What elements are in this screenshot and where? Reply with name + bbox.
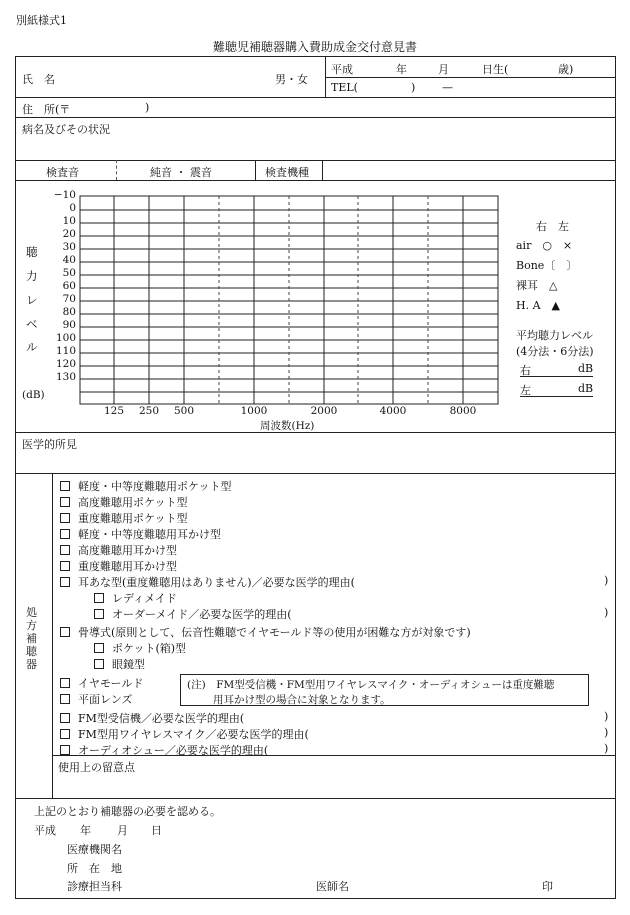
cert-era: 平成 xyxy=(34,824,56,837)
y-tick: −10 xyxy=(53,189,76,201)
avg-left-label: 左 xyxy=(520,384,531,397)
avg-right-label: 右 xyxy=(520,364,531,377)
rx-subitem[interactable]: ポケット(箱)型 xyxy=(94,640,186,656)
checkbox[interactable] xyxy=(60,577,70,587)
y-tick: 80 xyxy=(62,306,76,318)
tel-label: TEL( xyxy=(331,81,358,94)
y-tick: 90 xyxy=(62,319,76,331)
legend-bare: 裸耳 △ xyxy=(516,279,558,292)
cert-month: 月 xyxy=(117,824,128,837)
birth-month: 月 xyxy=(438,63,449,76)
test-sound-value[interactable]: 純音 ・ 震音 xyxy=(150,166,212,179)
usage-notes-label: 使用上の留意点 xyxy=(58,761,135,774)
y-tick: 130 xyxy=(55,371,76,383)
checkbox[interactable] xyxy=(60,561,70,571)
form-number: 別紙様式1 xyxy=(16,14,67,27)
checkbox[interactable] xyxy=(60,529,70,539)
cert-doctor-label: 医師名 xyxy=(316,880,349,893)
checkbox[interactable] xyxy=(94,593,104,603)
birth-era: 平成 xyxy=(331,63,353,76)
checkbox[interactable] xyxy=(60,729,70,739)
cert-department-label: 診療担当科 xyxy=(67,880,122,893)
address-label: 住 所(〒 xyxy=(22,103,71,116)
x-tick: 250 xyxy=(138,405,160,417)
test-sound-label: 検査音 xyxy=(46,166,79,179)
ylabel-char: ル xyxy=(26,340,38,354)
checkbox[interactable] xyxy=(60,713,70,723)
tel-dash: — xyxy=(442,81,453,94)
rx-item[interactable]: 重度難聴用耳かけ型 xyxy=(60,558,177,574)
rx-item[interactable]: 平面レンズ xyxy=(60,691,132,707)
avg-left-unit: dB xyxy=(578,382,594,395)
y-tick: 120 xyxy=(55,358,76,370)
page-title: 難聴児補聴器購入費助成金交付意見書 xyxy=(212,40,417,54)
medical-findings-label: 医学的所見 xyxy=(22,438,77,451)
paren-close: ) xyxy=(604,710,609,723)
avg-method: (4分法・6分法) xyxy=(516,345,594,358)
ylabel-char: 聴 xyxy=(26,245,38,259)
paren-close: ) xyxy=(604,574,609,587)
rx-subitem[interactable]: レディメイド xyxy=(94,590,177,606)
y-tick: 10 xyxy=(62,215,76,227)
birth-year: 年 xyxy=(396,63,407,76)
checkbox[interactable] xyxy=(60,545,70,555)
address-close: ) xyxy=(145,101,150,114)
cert-day: 日 xyxy=(151,824,162,837)
y-tick: 100 xyxy=(55,332,76,344)
checkbox[interactable] xyxy=(94,609,104,619)
x-tick: 1000 xyxy=(240,405,268,417)
checkbox[interactable] xyxy=(60,678,70,688)
ylabel-char: ベ xyxy=(26,317,38,331)
legend-right-left: 右 左 xyxy=(536,220,569,233)
ylabel-unit: (dB) xyxy=(22,389,45,401)
ylabel-char: レ xyxy=(26,293,38,307)
checkbox[interactable] xyxy=(60,694,70,704)
rx-item[interactable]: イヤモールド xyxy=(60,675,143,691)
checkbox[interactable] xyxy=(94,659,104,669)
rx-item[interactable]: 高度難聴用ポケット型 xyxy=(60,494,187,510)
tel-close: ) xyxy=(411,81,416,94)
rx-item[interactable]: 耳あな型(重度難聴用はありません)／必要な医学的理由( xyxy=(60,574,355,590)
note-line-2: 用耳かけ型の場合に対象となります。 xyxy=(213,694,391,706)
y-tick: 0 xyxy=(69,202,76,214)
checkbox[interactable] xyxy=(94,643,104,653)
test-device-label: 検査機種 xyxy=(265,166,309,179)
rx-subitem[interactable]: オーダーメイド／必要な医学的理由( xyxy=(94,606,292,622)
note-line-1: (注) FM型受信機・FM型用ワイヤレスマイク・オーディオシューは重度難聴 xyxy=(187,679,555,691)
cert-year: 年 xyxy=(80,824,91,837)
cert-institution-label: 医療機関名 xyxy=(67,843,122,856)
checkbox[interactable] xyxy=(60,513,70,523)
legend-ha: H. A ▲ xyxy=(516,299,560,312)
sex-selector[interactable]: 男・女 xyxy=(275,73,308,86)
checkbox[interactable] xyxy=(60,497,70,507)
avg-right-unit: dB xyxy=(578,362,594,375)
rx-item[interactable]: 軽度・中等度難聴用ポケット型 xyxy=(60,478,231,494)
paren-close: ) xyxy=(604,606,609,619)
age-unit: 歳) xyxy=(558,63,574,76)
x-axis-label: 周波数(Hz) xyxy=(260,420,315,432)
avg-title: 平均聴力レベル xyxy=(516,329,593,342)
rx-item[interactable]: 骨導式(原則として、伝音性難聴でイヤモールド等の使用が困難な方が対象です) xyxy=(60,624,471,640)
cert-location-label: 所 在 地 xyxy=(67,862,122,875)
y-tick: 110 xyxy=(55,345,76,357)
x-tick: 8000 xyxy=(449,405,477,417)
rx-item[interactable]: 重度難聴用ポケット型 xyxy=(60,510,187,526)
ylabel-char: 力 xyxy=(26,269,38,283)
rx-item[interactable]: FM型用ワイヤレスマイク／必要な医学的理由( xyxy=(60,726,309,742)
rx-item[interactable]: FM型受信機／必要な医学的理由( xyxy=(60,710,244,726)
y-tick: 70 xyxy=(62,293,76,305)
cert-statement: 上記のとおり補聴器の必要を認める。 xyxy=(34,805,221,818)
y-tick: 30 xyxy=(62,241,76,253)
y-tick: 50 xyxy=(62,267,76,279)
checkbox[interactable] xyxy=(60,481,70,491)
prescription-side-label: 処方補聴器 xyxy=(26,606,37,671)
paren-close: ) xyxy=(604,742,609,755)
birth-day: 日生( xyxy=(482,63,509,76)
paren-close: ) xyxy=(604,726,609,739)
x-tick: 2000 xyxy=(310,405,338,417)
legend-bone: Bone〔 〕 xyxy=(516,259,578,272)
rx-subitem[interactable]: 眼鏡型 xyxy=(94,656,145,672)
legend-air: air ○ × xyxy=(516,239,573,252)
rx-item[interactable]: オーディオシュー／必要な医学的理由( xyxy=(60,742,268,758)
x-tick: 500 xyxy=(173,405,195,417)
x-tick: 125 xyxy=(103,405,125,417)
y-tick: 20 xyxy=(62,228,76,240)
y-tick: 60 xyxy=(62,280,76,292)
x-tick: 4000 xyxy=(379,405,407,417)
name-label: 氏 名 xyxy=(22,73,55,86)
rx-item[interactable]: 軽度・中等度難聴用耳かけ型 xyxy=(60,526,221,542)
rx-item[interactable]: 高度難聴用耳かけ型 xyxy=(60,542,177,558)
y-tick: 40 xyxy=(62,254,76,266)
condition-label: 病名及びその状況 xyxy=(22,123,110,136)
cert-seal: 印 xyxy=(542,880,553,893)
checkbox[interactable] xyxy=(60,627,70,637)
checkbox[interactable] xyxy=(60,745,70,755)
